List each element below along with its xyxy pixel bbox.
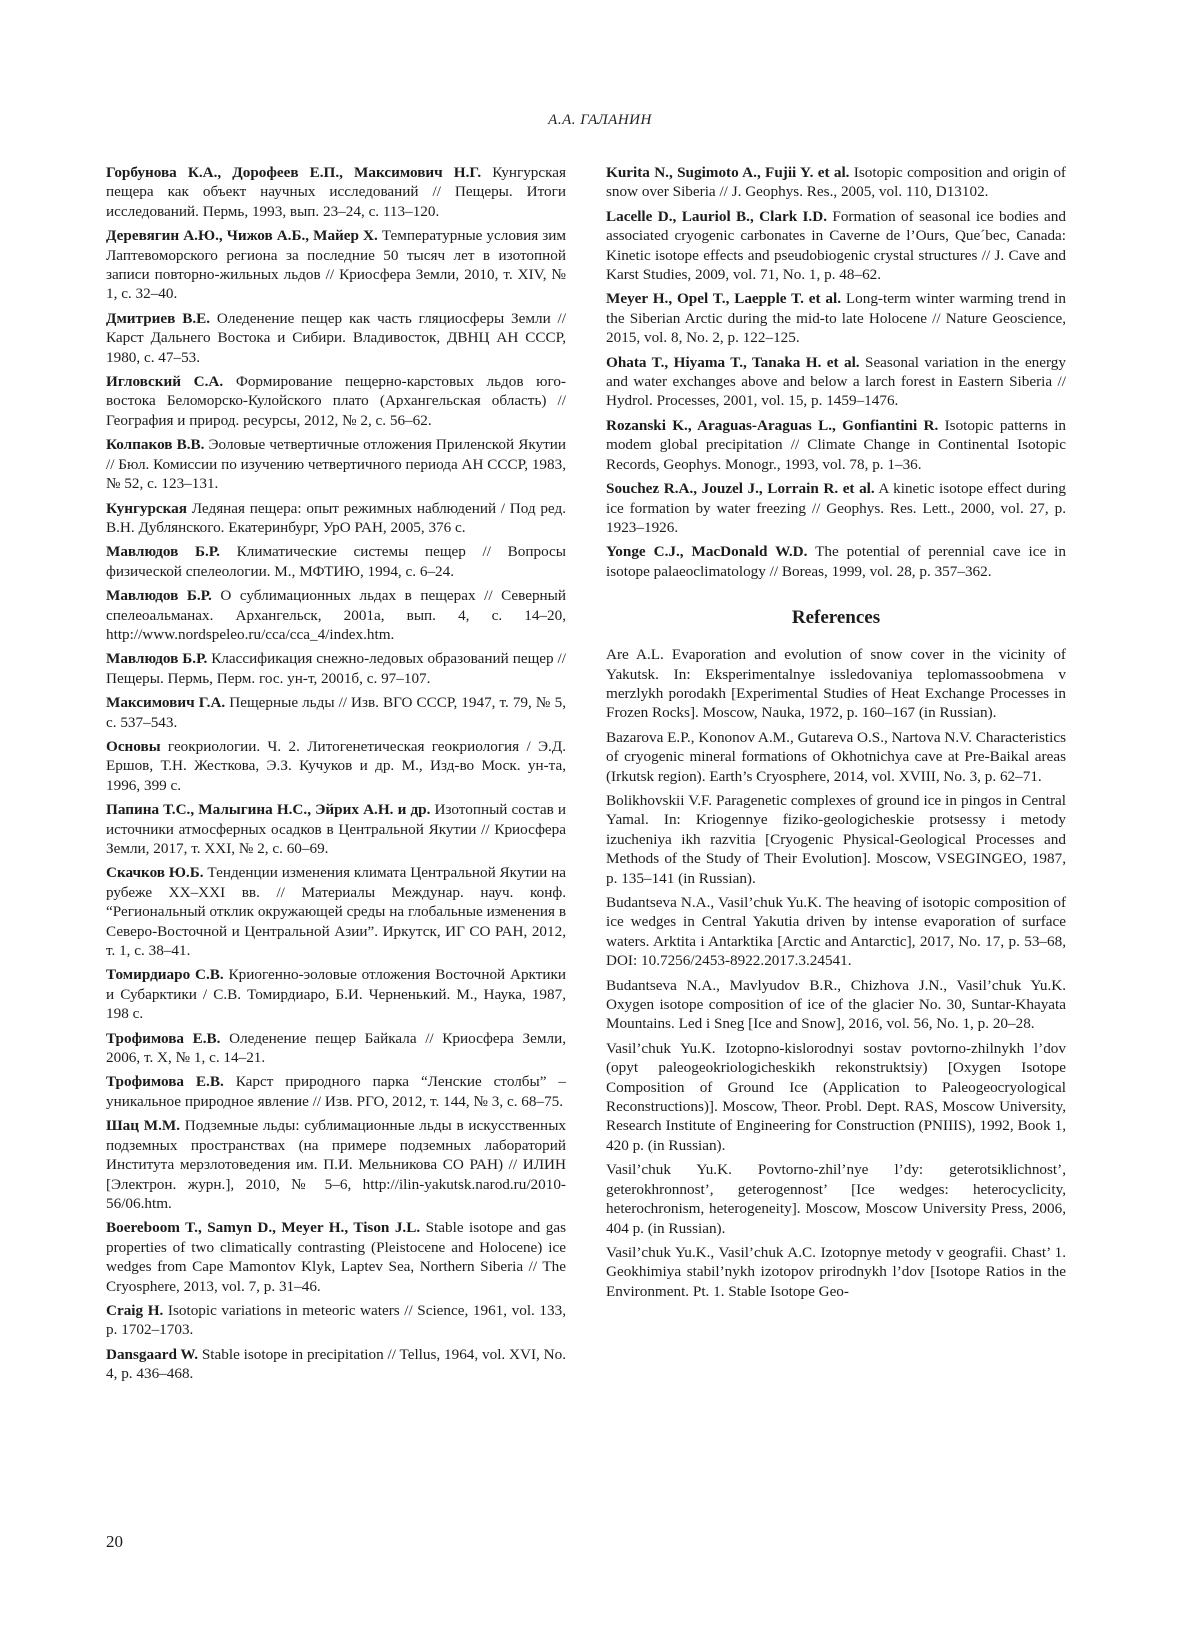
reference-text: Bolikhovskii V.F. Paragenetic complexes of ground ice in pingos in Central Yamal. In: Kriogennye fiziko-geologicheskie protsessy i metody izucheniya ikh razvitia [Cryogenic Physical-Geological Processes and Methods of the Study of Their Evolution]. Moscow, VSEGINGEO, 1987, p. 135–141 (in Russian). [606, 791, 1066, 887]
reference-entry [106, 435, 566, 493]
reference-authors: Папина Т.С., Малыгина Н.С., Эйрих А.Н. и др. [106, 801, 431, 819]
reference-authors: Колпаков В.В. [106, 436, 205, 454]
reference-entry [606, 289, 1066, 347]
reference-text: Эоловые четвертичные отложения Приленской Якутии // Бюл. Комиссии по изучению четвертичного периода АН СССР, 1983, № 52, с. 123–131. [106, 436, 567, 493]
reference-text: Vasil’chuk Yu.K. Izotopno-kislorodnyi sostav povtorno-zhilnykh l’dov (opyt paleogeokriologicheskikh rekonstruktsiy) [Oxygen Isotope Composition of Ground Ice (Application to Paleogeocryological Reconstructions)]. Moscow, Theor. Probl. Dept. RAS, Moscow University, Research Institute of Engineering for Construction (PNIIIS), 1992, Book 1, 420 p. (in Russian). [606, 1039, 1066, 1154]
reference-entry [106, 226, 566, 304]
reference-entry [606, 645, 1066, 723]
reference-authors: Boereboom T., Samyn D., Meyer H., Tison J.L. [106, 1219, 421, 1237]
reference-text: Климатические системы пещер // Вопросы физической спелеологии. М., МФТИЮ, 1994, с. 6–24. [106, 543, 566, 580]
reference-entry [606, 1160, 1066, 1238]
reference-entry [106, 965, 566, 1023]
reference-text: Stable isotope in precipitation // Tellus, 1964, vol. XVI, No. 4, p. 436–468. [106, 1345, 566, 1383]
right-column [606, 163, 1066, 1306]
reference-authors: Мавлюдов Б.Р. [106, 650, 208, 668]
reference-entry [606, 479, 1066, 537]
reference-entry [106, 163, 566, 221]
reference-authors: Craig H. [106, 1301, 164, 1319]
reference-authors: Шац М.М. [106, 1117, 181, 1135]
reference-entry [606, 893, 1066, 971]
reference-text: Криогенно-эоловые отложения Восточной Арктики и Субарктики / С.В. Томирдиаро, Б.И. Черненький. М., Наука, 1987, 198 с. [106, 966, 566, 1023]
reference-authors: Максимович Г.А. [106, 694, 226, 712]
reference-entry [106, 372, 566, 430]
reference-entry [106, 693, 566, 732]
reference-text: Температурные условия зим Лаптевоморского региона за последние 50 тысяч лет в изотопной записи повторно-жильных льдов // Криосфера Земли, 2010, т. XIV, № 1, с. 32–40. [106, 227, 566, 303]
reference-authors: Lacelle D., Lauriol B., Clark I.D. [606, 207, 827, 225]
reference-text: A kinetic isotope effect during ice formation by water freezing // Geophys. Res. Lett., 2000, vol. 27, p. 1923–1926. [606, 480, 1066, 536]
reference-authors: Meyer H., Opel T., Laepple T. et al. [606, 290, 842, 308]
reference-entry [106, 649, 566, 688]
reference-entry [606, 1243, 1066, 1301]
reference-authors: Игловский С.А. [106, 373, 224, 391]
reference-entry [606, 416, 1066, 474]
reference-authors: Кунгурская [106, 499, 187, 517]
reference-text: Budantseva N.A., Vasil’chuk Yu.K. The heaving of isotopic composition of ice wedges in Central Yakutia driven by intense evaporation of surface waters. Arktita i Antarktika [Arctic and Antarctic], 2017, No. 17, p. 53–68, DOI: 10.7256/2453-8922.2017.3.24541. [606, 894, 1066, 970]
reference-entry [106, 1072, 566, 1111]
reference-text: Изотопный состав и источники атмосферных осадков в Центральной Якутии // Криосфера Земли, 2017, т. XXI, № 2, с. 60–69. [106, 801, 566, 857]
reference-authors: Rozanski K., Araguas-Araguas L., Gonfiantini R. [606, 416, 939, 434]
reference-authors: Ohata T., Hiyama T., Tanaka H. et al. [606, 353, 860, 371]
reference-entry [106, 863, 566, 960]
reference-list-russian-continued [606, 163, 1066, 581]
reference-text: Оледенение пещер как часть гляциосферы Земли // Карст Дальнего Востока и Сибири. Владивосток, ДВНЦ АН СССР, 1980, с. 47–53. [106, 309, 566, 366]
reference-entry [606, 791, 1066, 888]
reference-authors: Мавлюдов Б.Р. [106, 543, 220, 561]
references-heading: References [791, 607, 881, 629]
reference-text: Are A.L. Evaporation and evolution of snow cover in the vicinity of Yakutsk. In: Eksperimentalnye issledovaniya teplomassoobmena v merzlykh porodakh [Experimental Studies of Heat Exchange Processes in Frozen Rocks]. Moscow, Nauka, 1972, p. 160–167 (in Russian). [606, 646, 1066, 722]
reference-text: Оледенение пещер Байкала // Криосфера Земли, 2006, т. X, № 1, с. 14–21. [106, 1029, 567, 1067]
reference-text: Тенденции изменения климата Центральной Якутии на рубеже XX–XXI вв. // Материалы Междунар. науч. конф. “Региональный отклик окружающей среды на глобальные изменения в Северо-Восточной и Центральной Азии”. Иркутск, ИГ СО РАН, 2012, т. 1, с. 38–41. [106, 864, 566, 960]
reference-entry [106, 542, 566, 581]
reference-text: Long-term winter warming trend in the Siberian Arctic during the mid-to late Holocene // Nature Geoscience, 2015, vol. 8, No. 2, p. 122–125. [606, 290, 1066, 347]
reference-text: Stable isotope and gas properties of two climatically contrasting (Pleistocene and Holocene) ice wedges from Cape Mamontov Klyk, Laptev Sea, Northern Siberia // The Cryosphere, 2013, vol. 7, p. 31–46. [106, 1219, 566, 1295]
reference-list-english [606, 645, 1066, 1301]
reference-authors: Основы [106, 737, 161, 755]
reference-entry [106, 1301, 566, 1340]
reference-text: Vasil’chuk Yu.K. Povtorno-zhil’nye l’dy: geterotsiklichnost’, geterokhronnost’, geterogennost’ [Ice wedges: heterocyclicity, heterochronism, heterogeneity]. Moscow, Moscow University Press, 2006, 404 p. (in Russian). [606, 1161, 1066, 1237]
reference-text: Isotopic composition and origin of snow over Siberia // J. Geophys. Res., 2005, vol. 110, D13102. [606, 164, 1066, 201]
reference-entry [606, 1039, 1066, 1155]
reference-entry [106, 309, 566, 367]
page-number: 20 [106, 1532, 123, 1551]
reference-authors: Kurita N., Sugimoto A., Fujii Y. et al. [606, 164, 850, 181]
reference-authors: Мавлюдов Б.Р. [106, 587, 212, 605]
reference-text: Formation of seasonal ice bodies and associated cryogenic carbonates in Caverne de l’Ours, Que´bec, Canada: Kinetic isotope effects and pseudobiogenic crystal structures // J. Cave and Karst Studies, 2009, vol. 71, No. 1, p. 48–62. [606, 207, 1066, 284]
reference-text: The potential of perennial cave ice in isotope palaeoclimatology // Boreas, 1999, vol. 28, p. 357–362. [606, 543, 1066, 580]
reference-entry [606, 542, 1066, 581]
reference-text: Budantseva N.A., Mavlyudov B.R., Chizhova J.N., Vasil’chuk Yu.K. Oxygen isotope composition of ice of the glacier No. 30, Suntar-Khayata Mountains. Led i Sneg [Ice and Snow], 2016, vol. 56, No. 1, p. 20–28. [606, 976, 1066, 1033]
reference-text: Vasil’chuk Yu.K., Vasil’chuk A.C. Izotopnye metody v geografii. Chast’ 1. Geokhimiya stabil’nykh izotopov prirodnykh l’dov [Isotope Ratios in the Environment. Pt. 1. Stable Isotope Geo- [606, 1243, 1066, 1300]
reference-text: Подземные льды: сублимационные льды в искусственных подземных пространствах (на примере подземных лабораторий Института мерзлотоведения им. П.И. Мельникова СО РАН) // ИЛИН [Электрон. журн.], 2010, № 5–6, http://ilin-yakutsk.narod.ru/2010-56/06.htm. [106, 1117, 566, 1212]
reference-authors: Souchez R.A., Jouzel J., Lorrain R. et al. [606, 480, 875, 498]
reference-text: Seasonal variation in the energy and water exchanges above and below a larch forest in Eastern Siberia // Hydrol. Processes, 2001, vol. 15, p. 1459–1476. [606, 353, 1066, 410]
reference-entry [606, 728, 1066, 786]
reference-authors: Горбунова К.А., Дорофеев Е.П., Максимович Н.Г. [106, 164, 482, 181]
reference-text: Формирование пещерно-карстовых льдов юго-востока Беломорско-Кулойского плато (Архангельская область) // География и природ. ресурсы, 2012, № 2, с. 56–62. [106, 373, 566, 429]
reference-authors: Дмитриев В.Е. [106, 309, 211, 327]
reference-authors: Трофимова Е.В. [106, 1029, 221, 1047]
reference-text: Классификация снежно-ледовых образований пещер // Пещеры. Пермь, Перм. гос. ун-т, 2001б, с. 97–107. [106, 650, 566, 687]
running-head: А.А. ГАЛАНИН [548, 112, 652, 128]
reference-entry [106, 1029, 566, 1068]
reference-entry [106, 499, 566, 538]
reference-authors: Скачков Ю.Б. [106, 864, 204, 882]
reference-text: Кунгурская пещера как объект научных исследований // Пещеры. Итоги исследований. Пермь, 1993, вып. 23–24, с. 113–120. [106, 164, 566, 220]
reference-text: Пещерные льды // Изв. ВГО СССР, 1947, т. 79, № 5, с. 537–543. [106, 694, 566, 731]
reference-authors: Томирдиаро С.В. [106, 966, 224, 984]
reference-entry [606, 163, 1066, 202]
left-column [106, 163, 566, 1389]
reference-authors: Yonge C.J., MacDonald W.D. [606, 543, 808, 561]
reference-authors: Деревягин А.Ю., Чижов А.Б., Майер Х. [106, 227, 378, 245]
reference-entry [106, 800, 566, 858]
reference-authors: Dansgaard W. [106, 1345, 199, 1363]
reference-authors: Трофимова Е.В. [106, 1073, 224, 1091]
reference-entry [106, 1345, 566, 1384]
reference-entry [606, 207, 1066, 285]
reference-text: Isotopic variations in meteoric waters // Science, 1961, vol. 133, p. 1702–1703. [106, 1301, 567, 1339]
reference-entry [106, 1116, 566, 1213]
reference-text: О сублимационных льдах в пещерах // Северный спелеоальманах. Архангельск, 2001а, вып. 4, с. 14–20, http://www.nordspeleo.ru/cca/cca_4/index.htm. [106, 587, 566, 643]
reference-text: Bazarova E.P., Kononov A.M., Gutareva O.S., Nartova N.V. Characteristics of cryogenic mineral formations of Okhotnichya cave at Pre-Baikal areas (Irkutsk region). Earth’s Cryosphere, 2014, vol. XVIII, No. 3, p. 62–71. [606, 728, 1066, 785]
reference-entry [606, 353, 1066, 411]
reference-text: Isotopic patterns in modem global precipitation // Climate Change in Continental Isotopic Records, Geophys. Monogr., 1993, vol. 78, p. 1–36. [606, 416, 1067, 473]
reference-text: Карст природного парка “Ленские столбы” – уникальное природное явление // Изв. РГО, 2012, т. 144, № 3, с. 68–75. [106, 1073, 566, 1110]
reference-text: Ледяная пещера: опыт режимных наблюдений / Под ред. В.Н. Дублянского. Екатеринбург, УрО РАН, 2005, 376 с. [106, 499, 566, 536]
reference-entry [106, 737, 566, 795]
reference-text: геокриологии. Ч. 2. Литогенетическая геокриология / Э.Д. Ершов, Т.Н. Жесткова, Э.З. Кучуков и др. М., Изд-во Моск. ун-та, 1996, 399 с. [106, 737, 566, 794]
reference-entry [106, 586, 566, 644]
reference-entry [606, 976, 1066, 1034]
reference-entry [106, 1218, 566, 1296]
